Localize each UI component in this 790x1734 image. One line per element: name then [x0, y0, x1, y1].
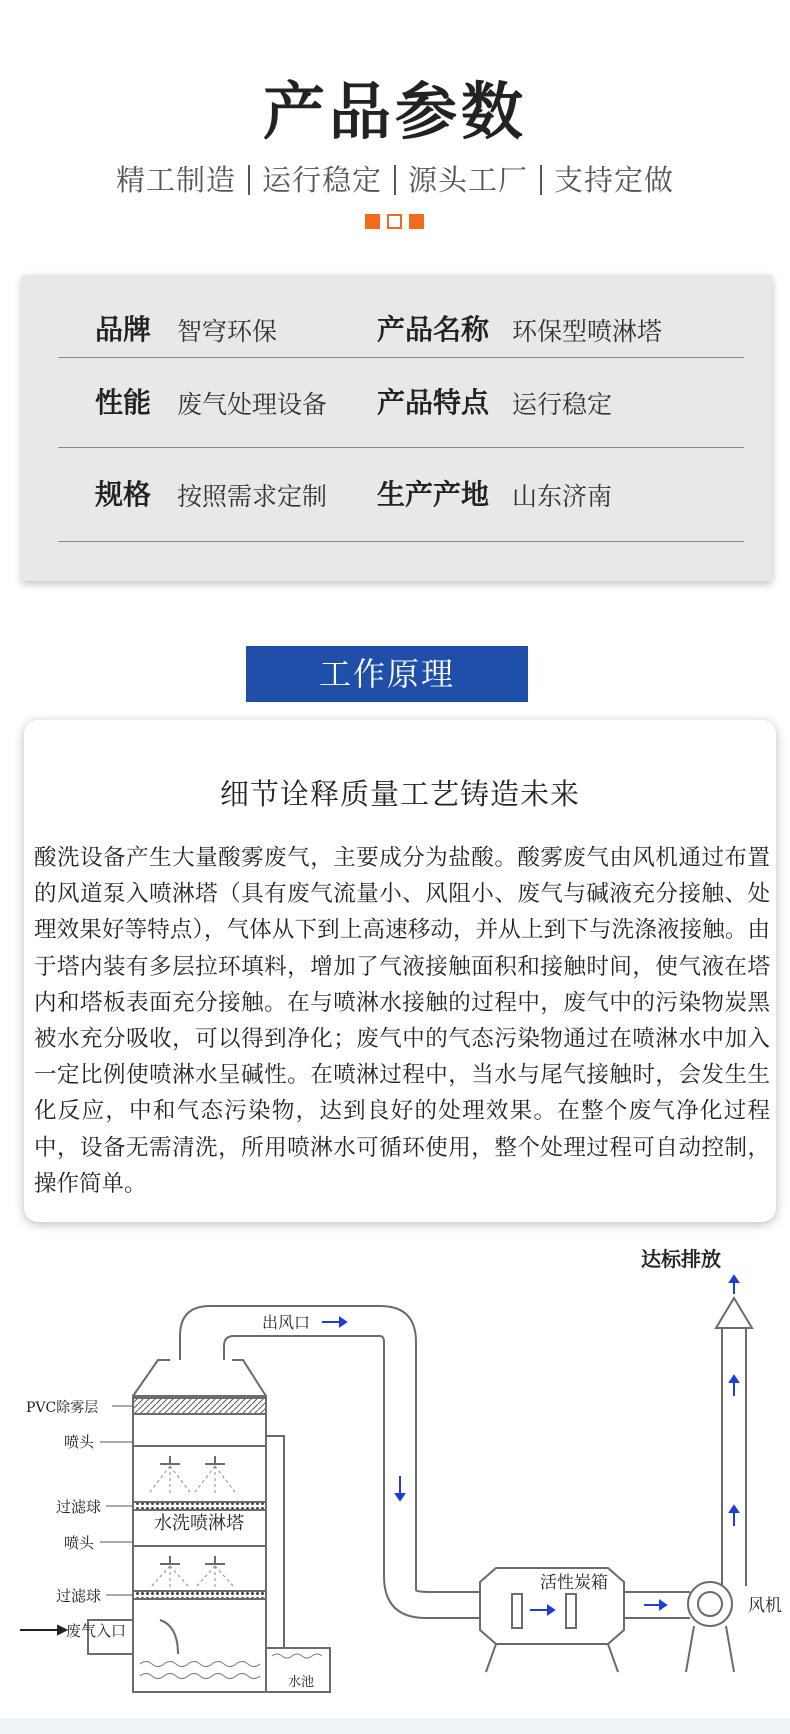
subtitle-item: 支持定做 [554, 163, 675, 197]
pvc-layer [133, 1398, 266, 1414]
pool-label: 水池 [288, 1675, 315, 1690]
carbon-legs [486, 1644, 618, 1672]
process-diagram [0, 1236, 790, 1716]
subtitle-item: 精工制造 [115, 163, 236, 197]
square-outline-icon [387, 214, 402, 229]
subtitle [0, 158, 790, 199]
spec-label: 产品名称 [377, 313, 490, 346]
exhaust-stack [722, 1328, 746, 1586]
square-dot-icon [365, 214, 380, 229]
nozzle [160, 1556, 225, 1564]
divider [248, 165, 250, 195]
filter-label: 过滤球 [56, 1587, 102, 1605]
duct-elbow [384, 1576, 480, 1618]
carbon-box-label: 活性炭箱 [540, 1573, 608, 1593]
carbon-filter [512, 1594, 522, 1628]
principle-card [24, 720, 776, 1222]
nozzle-label: 喷头 [64, 1433, 95, 1451]
spec-value: 智穹环保 [177, 317, 278, 346]
spec-label: 规格 [95, 478, 152, 511]
filter-layer [133, 1502, 266, 1510]
spec-label: 产品特点 [377, 386, 490, 419]
page-title: 产品参数 [262, 75, 527, 148]
pvc-layer-label: PVC除雾层 [26, 1400, 99, 1416]
divider [540, 165, 542, 195]
tower-label: 水洗喷淋塔 [154, 1513, 244, 1534]
discharge-label: 达标排放 [641, 1247, 721, 1271]
card-body: 酸洗设备产生大量酸雾废气，主要成分为盐酸。酸雾废气由风机通过布置的风道泵入喷淋塔（具有废气流量小、风阻小、废气与碱液充分接触、处理效果好等特点），气体从下到上高速移动，并从上到下与洗涤液接触。由于塔内装有多层拉环填料，增加了气液接触面积和接触时间，使气液在塔内和塔板表面充分接触。在与喷淋水接触的过程中，废气中的污染物炭黑被水充分吸收，可以得到净化；废气中的气态污染物通过在喷淋水中加入一定比例使喷淋水呈碱性。在喷淋过程中，当水与尾气接触时，会发生生化反应，中和气态污染物，达到良好的处理效果。在整个废气净化过程中，设备无需清洗，所用喷淋水可循环使用，整个处理过程可自动控制，操作简单。 [34, 845, 770, 1197]
fan-legs [686, 1626, 734, 1672]
inlet-curve [160, 1620, 178, 1654]
tower-roof [133, 1360, 170, 1396]
nozzle [160, 1456, 225, 1464]
spec-label: 品牌 [95, 313, 152, 346]
spec-value: 废气处理设备 [177, 390, 328, 419]
section-banner: 工作原理 [246, 646, 528, 702]
spec-row [57, 455, 745, 533]
divider [58, 357, 744, 358]
subtitle-item: 运行稳定 [261, 163, 382, 197]
spec-label: 生产产地 [377, 478, 490, 511]
spec-value: 运行稳定 [512, 390, 613, 419]
divider [394, 165, 396, 195]
decorative-dots [365, 214, 425, 230]
stack-cap [716, 1298, 752, 1328]
fan-label: 风机 [748, 1596, 782, 1616]
divider [58, 541, 744, 542]
subtitle-item: 源头工厂 [408, 163, 529, 197]
tower-roof [232, 1360, 266, 1396]
spec-row [57, 363, 745, 441]
spec-label: 性能 [95, 386, 152, 419]
square-dot-icon [409, 214, 424, 229]
outlet-duct [224, 1336, 384, 1576]
inlet-arrow [20, 1626, 66, 1634]
inlet-label: 废气入口 [66, 1622, 127, 1640]
nozzle-label: 喷头 [64, 1534, 95, 1552]
duct-elbow [416, 1590, 480, 1592]
spec-panel [22, 275, 772, 581]
outlet-duct [180, 1306, 416, 1590]
carbon-filter [566, 1594, 576, 1628]
footer-strip [0, 1718, 790, 1734]
process-diagram-svg [0, 1236, 790, 1716]
fan-impeller [698, 1592, 722, 1616]
filter-layer [133, 1591, 266, 1599]
card-title: 细节诠释质量工艺铸造未来 [219, 777, 580, 811]
outlet-label: 出风口 [262, 1313, 311, 1332]
pool-pipe [266, 1436, 284, 1648]
spec-value: 山东济南 [512, 482, 613, 511]
divider [58, 447, 744, 448]
spec-value: 环保型喷淋塔 [512, 317, 663, 346]
fan-housing [688, 1582, 732, 1626]
spec-value: 按照需求定制 [177, 482, 328, 511]
tower-body [133, 1396, 266, 1692]
filter-label: 过滤球 [56, 1498, 102, 1516]
label-pointers [100, 1406, 133, 1595]
